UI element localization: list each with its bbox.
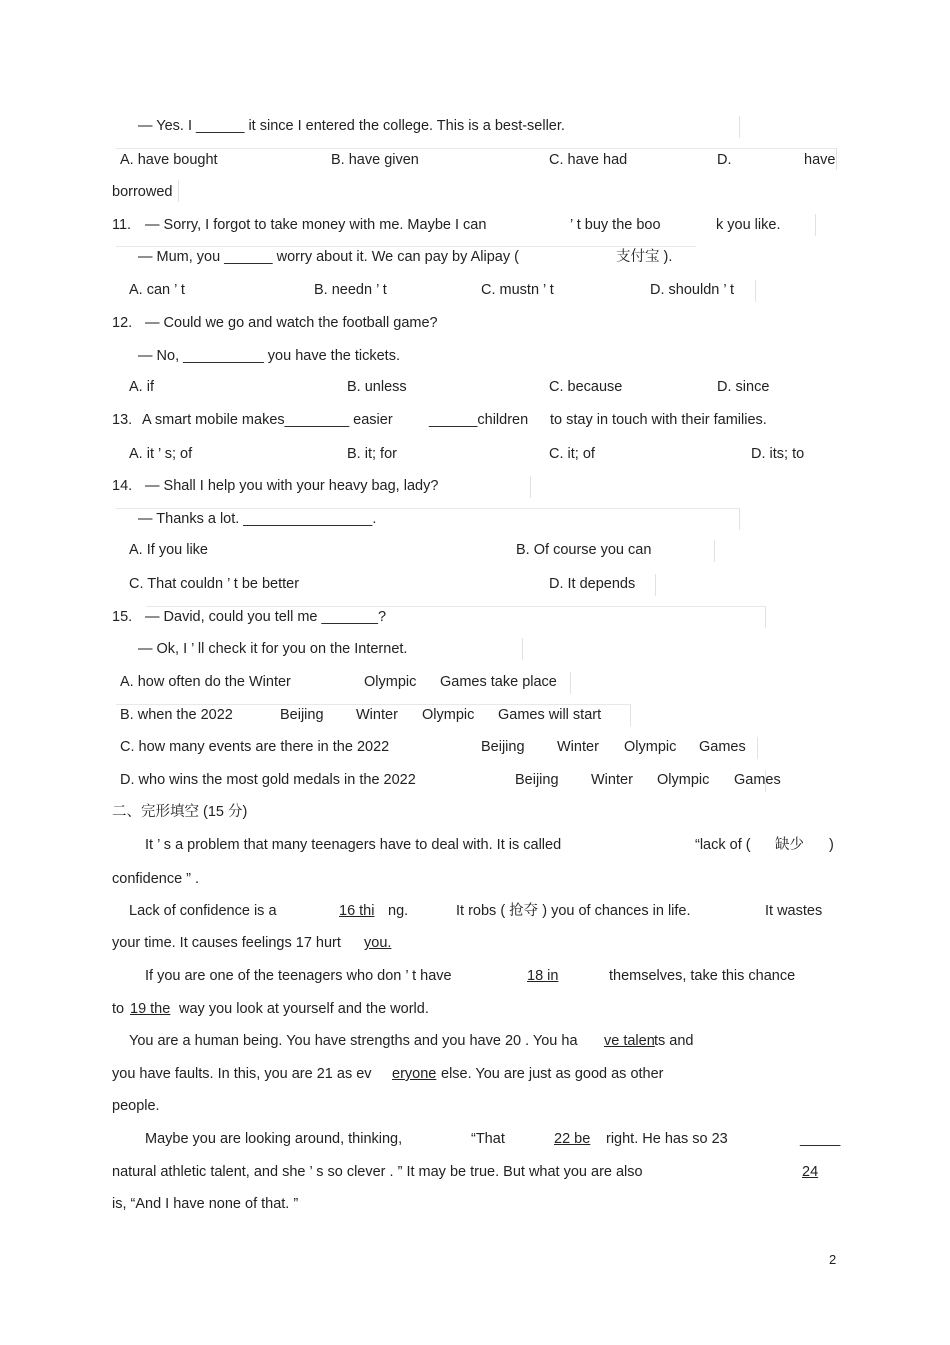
option-b-cont: Games will start xyxy=(498,707,602,723)
scan-line xyxy=(530,476,531,498)
cloze-blank: 19 the xyxy=(130,1001,171,1017)
scan-line xyxy=(836,148,837,170)
dialogue-line: — Thanks a lot. ________________. xyxy=(138,511,377,527)
option-a-cont: Olympic xyxy=(364,674,417,690)
option-b: B. it; for xyxy=(347,446,397,462)
dialogue-line: — Mum, you ______ worry about it. We can pay by Alipay ( xyxy=(138,249,519,265)
option-a: A. have bought xyxy=(120,152,218,168)
passage-text: Maybe you are looking around, thinking, xyxy=(145,1131,403,1147)
option-b-cont: Beijing xyxy=(280,707,324,723)
question-number: 14. xyxy=(112,478,133,494)
passage-text: “That xyxy=(471,1131,505,1147)
passage-text: Lack of confidence is a xyxy=(129,903,277,919)
dialogue-line: — David, could you tell me _______? xyxy=(145,609,387,625)
passage-text: “lack of ( xyxy=(695,837,751,853)
option-a: A. If you like xyxy=(129,542,208,558)
dialogue-line: — Shall I help you with your heavy bag, lady? xyxy=(145,478,439,494)
passage-blank-line: _____ xyxy=(800,1131,841,1147)
cloze-blank: you. xyxy=(364,935,392,951)
scan-line xyxy=(522,638,523,660)
scan-line xyxy=(630,704,631,726)
passage-text: to xyxy=(112,1001,125,1017)
option-d-cont: Winter xyxy=(591,772,633,788)
passage-text: You are a human being. You have strengths and you have 20 . You ha xyxy=(129,1033,578,1049)
scan-line xyxy=(757,737,758,759)
option-d-text-wrap: borrowed xyxy=(112,184,173,200)
scan-line xyxy=(755,280,756,302)
option-a: A. if xyxy=(129,379,154,395)
option-c-cont: Winter xyxy=(557,739,599,755)
option-c-cont: Beijing xyxy=(481,739,525,755)
option-d: D. xyxy=(717,152,732,168)
passage-underline: eryone xyxy=(392,1066,437,1082)
page-number: 2 xyxy=(829,1252,837,1267)
option-d: D. its; to xyxy=(751,446,805,462)
scan-line xyxy=(739,508,740,530)
passage-text: 缺少 xyxy=(775,837,804,853)
passage-text: themselves, take this chance xyxy=(609,968,796,984)
option-c: C. it; of xyxy=(549,446,595,462)
cloze-blank: 18 in xyxy=(527,968,559,984)
passage-text: It wastes xyxy=(765,903,823,919)
dialogue-line: — No, __________ you have the tickets. xyxy=(138,348,400,364)
question-stem: A smart mobile makes________ easier xyxy=(142,412,393,428)
passage-text: your time. It causes feelings 17 hurt xyxy=(112,935,341,951)
question-number: 11. xyxy=(112,217,132,233)
scan-line xyxy=(765,606,766,628)
cloze-blank: 22 be xyxy=(554,1131,591,1147)
dialogue-line: — Sorry, I forgot to take money with me. Maybe I can xyxy=(145,217,487,233)
dialogue-line: — Yes. I ______ it since I entered the college. This is a best-seller. xyxy=(138,118,565,134)
option-c: C. That couldn ’ t be better xyxy=(129,576,300,592)
option-a: A. can ’ t xyxy=(129,282,185,298)
question-stem-cont: to stay in touch with their families. xyxy=(550,412,767,428)
option-b: B. Of course you can xyxy=(516,542,652,558)
passage-text: people. xyxy=(112,1098,160,1114)
option-b: B. unless xyxy=(347,379,407,395)
passage-text: right. He has so 23 xyxy=(606,1131,728,1147)
passage-text: If you are one of the teenagers who don ’ t have xyxy=(145,968,452,984)
option-c-cont: Olympic xyxy=(624,739,677,755)
dialogue-line: — Could we go and watch the football game? xyxy=(145,315,438,331)
option-d-text: have xyxy=(804,152,836,168)
option-b: B. when the 2022 xyxy=(120,707,233,723)
option-b-cont: Olympic xyxy=(422,707,475,723)
scan-line xyxy=(739,116,740,138)
scan-line xyxy=(116,508,740,509)
option-d: D. It depends xyxy=(549,576,636,592)
dialogue-line-cont: k you like. xyxy=(716,217,781,233)
passage-text: is, “And I have none of that. ” xyxy=(112,1196,299,1212)
dialogue-line: — Ok, I ’ ll check it for you on the Internet. xyxy=(138,641,408,657)
option-d: D. who wins the most gold medals in the 2022 xyxy=(120,772,416,788)
question-number: 13. xyxy=(112,412,133,428)
scan-line xyxy=(116,704,630,705)
passage-text: It robs ( 抢夺 ) you of chances in life. xyxy=(456,903,691,919)
question-number: 12. xyxy=(112,315,133,331)
option-b: B. needn ’ t xyxy=(314,282,387,298)
option-d-cont: Olympic xyxy=(657,772,710,788)
scan-line xyxy=(655,574,656,596)
passage-text: ) xyxy=(829,837,834,853)
option-c: C. how many events are there in the 2022 xyxy=(120,739,390,755)
cloze-blank: 16 thi xyxy=(339,903,375,919)
scan-line xyxy=(570,672,571,694)
passage-text: confidence ” . xyxy=(112,871,200,887)
passage-text: else. You are just as good as other xyxy=(441,1066,664,1082)
option-c-cont: Games xyxy=(699,739,746,755)
option-d-cont: Games xyxy=(734,772,781,788)
scan-line xyxy=(146,606,765,607)
question-number: 15. xyxy=(112,609,133,625)
passage-underline: ve talen xyxy=(604,1033,655,1049)
option-b: B. have given xyxy=(331,152,419,168)
option-a-cont: Games take place xyxy=(440,674,557,690)
passage-text: natural athletic talent, and she ’ s so clever . ” It may be true. But what you are also xyxy=(112,1164,643,1180)
scan-line xyxy=(815,214,816,236)
cloze-blank: 24 xyxy=(802,1164,819,1180)
option-d-cont: Beijing xyxy=(515,772,559,788)
option-c: C. because xyxy=(549,379,623,395)
section-heading: 二、完形填空 (15 分) xyxy=(112,804,248,820)
scan-line xyxy=(714,540,715,562)
scan-line xyxy=(116,246,696,247)
dialogue-line-cont: 支付宝 ). xyxy=(616,249,673,265)
question-stem-cont: ______children xyxy=(429,412,529,428)
scan-line xyxy=(178,180,179,202)
passage-text: way you look at yourself and the world. xyxy=(179,1001,429,1017)
passage-text: ng. xyxy=(388,903,409,919)
scan-line xyxy=(116,148,836,149)
option-a: A. it ’ s; of xyxy=(129,446,193,462)
option-d: D. since xyxy=(717,379,770,395)
option-d: D. shouldn ’ t xyxy=(650,282,735,298)
passage-text: you have faults. In this, you are 21 as ev xyxy=(112,1066,372,1082)
passage-text: It ’ s a problem that many teenagers have to deal with. It is called xyxy=(145,837,562,853)
dialogue-line-cont: ’ t buy the boo xyxy=(570,217,661,233)
option-c: C. mustn ’ t xyxy=(481,282,554,298)
option-a: A. how often do the Winter xyxy=(120,674,291,690)
option-c: C. have had xyxy=(549,152,628,168)
option-b-cont: Winter xyxy=(356,707,398,723)
passage-text: ts and xyxy=(654,1033,694,1049)
